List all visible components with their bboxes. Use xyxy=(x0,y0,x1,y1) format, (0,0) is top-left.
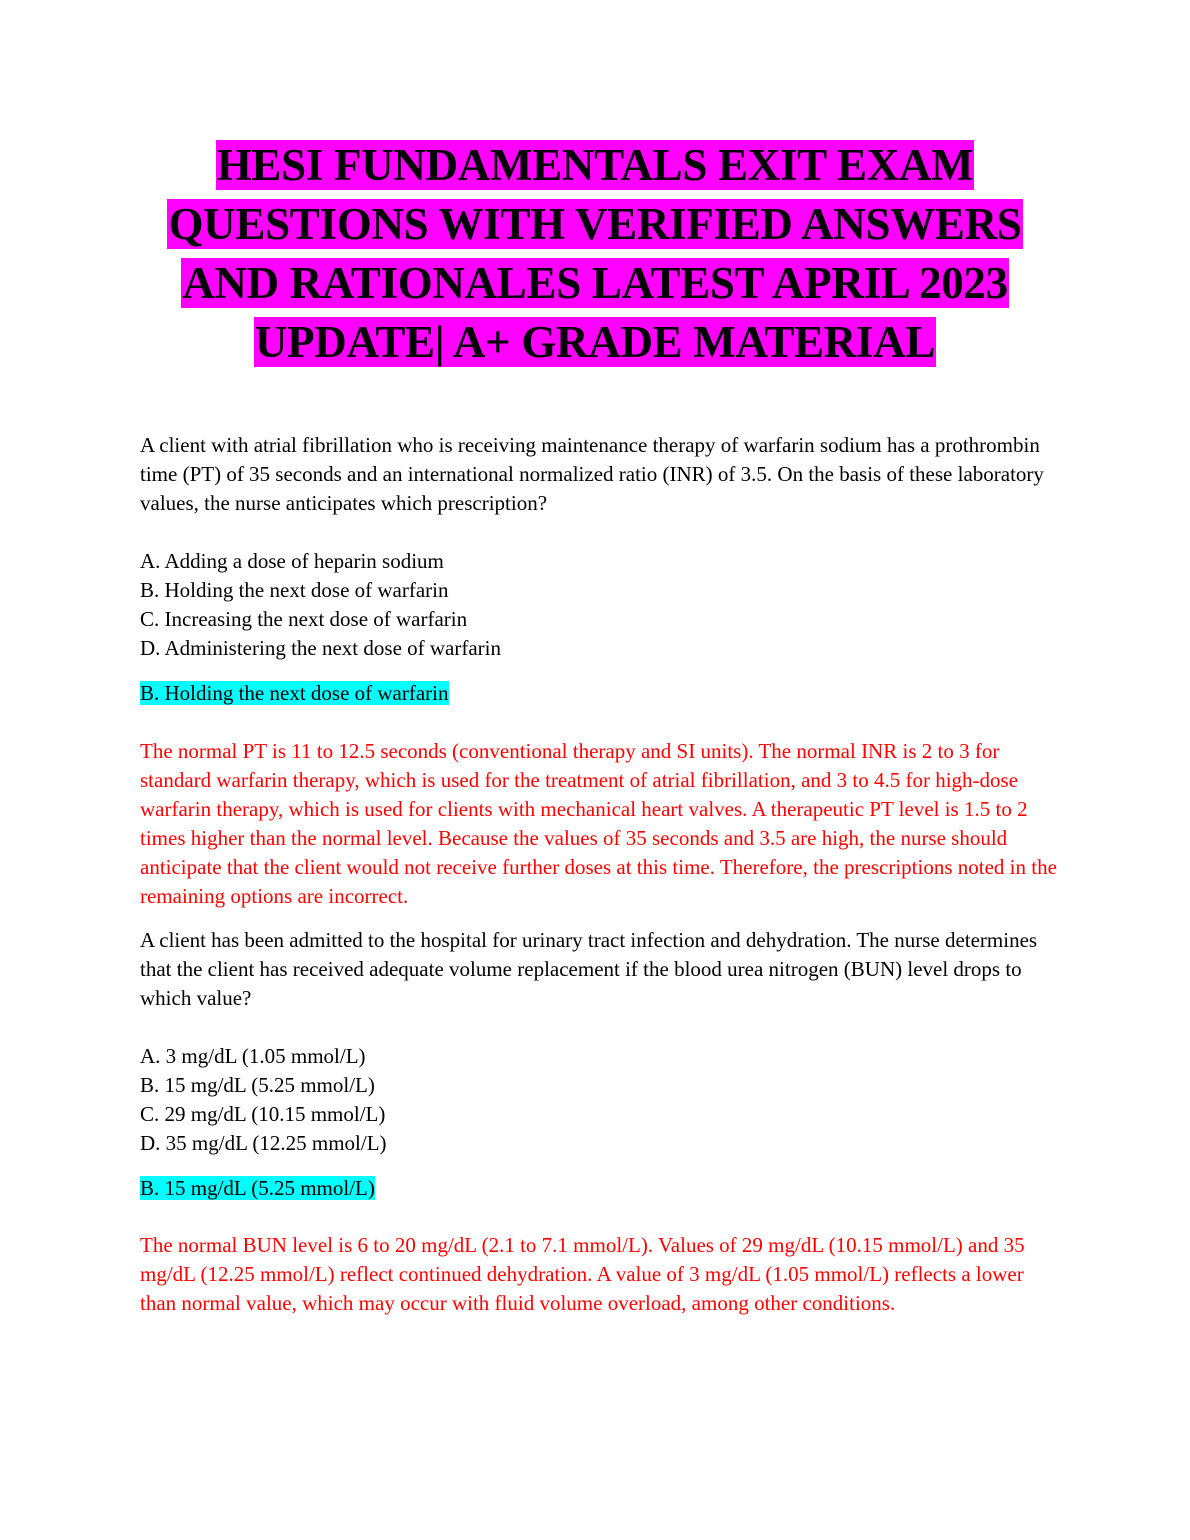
question-2-stem: A client has been admitted to the hospital for urinary tract infection and dehydration. The nurse determines that the client has received adequate volume replacement if the blood urea nitrogen (BUN) level drops to which value? xyxy=(140,928,1038,1010)
question-2-option-d: D. 35 mg/dL (12.25 mmol/L) xyxy=(140,1131,387,1155)
question-2-option-b: B. 15 mg/dL (5.25 mmol/L) xyxy=(140,1073,375,1097)
question-2-answer xyxy=(140,1174,375,1203)
question-2-option-c: C. 29 mg/dL (10.15 mmol/L) xyxy=(140,1102,386,1126)
question-1-option-a: A. Adding a dose of heparin sodium xyxy=(140,549,444,573)
question-1-option-b: B. Holding the next dose of warfarin xyxy=(140,578,449,602)
title-line: UPDATE| A+ GRADE MATERIAL xyxy=(254,317,936,367)
question-2-option-a: A. 3 mg/dL (1.05 mmol/L) xyxy=(140,1044,366,1068)
question-2-options xyxy=(140,1042,1060,1158)
question-1-options xyxy=(140,547,1060,663)
question-1-option-c: C. Increasing the next dose of warfarin xyxy=(140,607,468,631)
question-1-stem: A client with atrial fibrillation who is receiving maintenance therapy of warfarin sodium has a prothrombin time (PT) of 35 seconds and an international normalized ratio (INR) of 3.5. On the basis of these laboratory values, the nurse anticipates which prescription? xyxy=(140,433,1044,515)
question-2-rationale: The normal BUN level is 6 to 20 mg/dL (2.1 to 7.1 mmol/L). Values of 29 mg/dL (10.15 mmol/L) and 35 mg/dL (12.25 mmol/L) reflect continued dehydration. A value of 3 mg/dL (1.05 mmol/L) reflects a lower than normal value, which may occur with fluid volume overload, among other conditions. xyxy=(140,1233,1025,1315)
question-1-rationale: The normal PT is 11 to 12.5 seconds (conventional therapy and SI units). The normal INR is 2 to 3 for standard warfarin therapy, which is used for the treatment of atrial fibrillation, and 3 to 4.5 for high-dose warfarin therapy, which is used for clients with mechanical heart valves. A therapeutic PT level is 1.5 to 2 times higher than the normal level. Because the values of 35 seconds and 3.5 are high, the nurse should anticipate that the client would not receive further doses at this time. Therefore, the prescriptions noted in the remaining options are incorrect. xyxy=(140,739,1057,908)
title-line: HESI FUNDAMENTALS EXIT EXAM xyxy=(216,140,974,190)
document-title xyxy=(100,136,1090,372)
question-2-answer-text: B. 15 mg/dL (5.25 mmol/L) xyxy=(140,1176,375,1200)
question-1-option-d: D. Administering the next dose of warfarin xyxy=(140,636,501,660)
question-1-answer-text: B. Holding the next dose of warfarin xyxy=(140,681,449,705)
title-line: AND RATIONALES LATEST APRIL 2023 xyxy=(182,258,1008,308)
question-1-answer xyxy=(140,679,449,708)
title-line: QUESTIONS WITH VERIFIED ANSWERS xyxy=(168,199,1022,249)
